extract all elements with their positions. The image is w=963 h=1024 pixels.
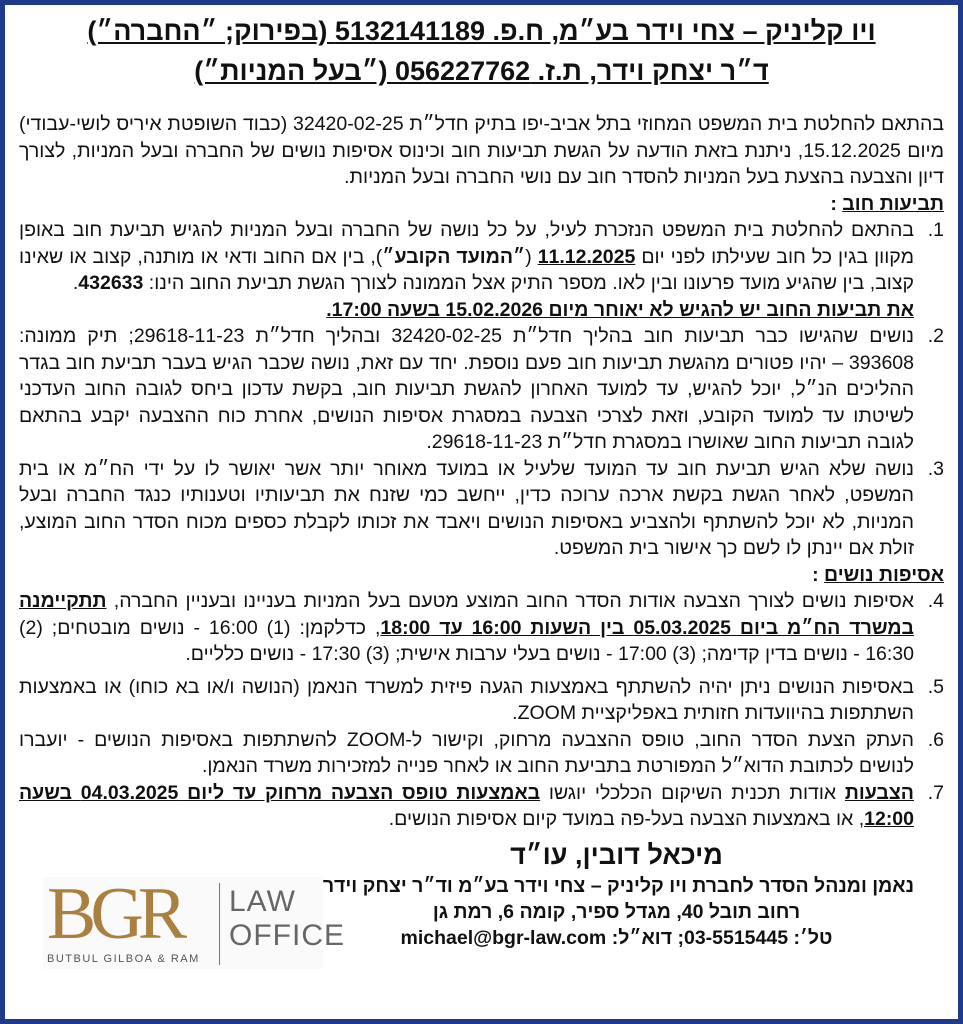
list-item-3	[19, 456, 944, 562]
section-heading-claims-text: תביעות חוב	[842, 192, 944, 215]
list-item-4	[19, 588, 944, 668]
section-heading-meetings	[19, 562, 944, 589]
text-segment: , או באמצעות הצבעה בעל-פה במועד קיום אסיפות הנושים.	[388, 808, 865, 830]
signature	[319, 837, 914, 951]
item-text	[19, 217, 914, 297]
legal-notice	[5, 11, 958, 967]
text-segment: בהתאם להחלטת בית המשפט הנזכרת לעיל, על כל נושה של החברה ובעל המניות להגיש תביעת חוב באופן מקוון בגין כל חוב שעילתו לפני יום	[19, 219, 914, 268]
contact-details: טל׳: 03-5515445; דוא״ל: michael@bgr-law.com	[400, 926, 833, 949]
defined-term: ״המועד הקובע״	[382, 245, 526, 268]
notice-title-company: ויו קליניק – צחי וידר בע״מ, ח.פ. 5132141189 (בפירוק; ״החברה״)	[87, 16, 876, 46]
signature-block	[19, 837, 944, 967]
office-address: רחוב תובל 40, מגדל ספיר, קומה 6, רמת גן	[432, 900, 801, 923]
remote-vote-deadline: באמצעות טופס הצבעה מרחוק עד ליום 04.03.2025 בשעה 12:00	[19, 781, 914, 830]
votes-label: הצבעות	[844, 781, 914, 804]
meeting-date-time: תתקיימנה במשרד הח״מ ביום 05.03.2025 בין השעות 16:00 עד 18:00	[19, 590, 914, 639]
intro-paragraph: בהתאם להחלטת בית המשפט המחוזי בתל אביב-יפו בתיק חדל״ת 32420-02-25 (כבוד השופטת איריס לושי-עבודי) מיום 15.12.2025, ניתנת בזאת הודעה על הגשת תביעות חוב וכינוס אסיפות נושים של החברה ובעל המניות, לצורך דיון והצבעה בהצעת בעל המניות להסדר חוב עם נושי החברה ובעל המניות.	[19, 113, 945, 188]
item-text	[19, 588, 914, 668]
item-number: 4.	[927, 590, 944, 612]
heading-colon: :	[812, 563, 819, 586]
item-number: 5.	[927, 675, 944, 698]
logo-mark: BGR	[47, 872, 182, 955]
item-number: 1.	[927, 219, 944, 241]
list-item-5	[19, 674, 944, 727]
item-number: 3.	[927, 457, 944, 480]
bgr-law-office-logo	[43, 872, 345, 969]
determining-date: 11.12.2025	[537, 245, 636, 268]
logo-firm-name: BUTBUL GILBOA & RAM	[47, 952, 200, 965]
case-number: 432633	[78, 272, 144, 294]
claims-deadline: את תביעות החוב יש להגיש לא יאוחר מיום 15.02.2026 בשעה 17:00.	[326, 298, 914, 321]
item-text: העתק הצעת הסדר החוב, טופס ההצבעה מרחוק, וקישור ל-ZOOM להשתתפות באסיפות הנושים - יועברו לנושים לכתובת הדוא״ל המפורטת בתביעת החוב או לאחר פנייה למזכירות משרד הנאמן.	[19, 728, 914, 777]
section-heading-claims	[19, 191, 944, 218]
heading-colon: :	[830, 192, 837, 215]
item-number: 6.	[927, 728, 944, 751]
text-segment: (	[525, 245, 538, 268]
logo-office: OFFICE	[229, 918, 345, 952]
signatory-name: מיכאל דובין, עו״ד	[510, 839, 723, 870]
text-segment: ), בין אם החוב ודאי או מותנה, קצוב או שאינו קצוב, בין שהגיע מועד פרעונו ובין לאו. מספר התיק אצל הממונה לצורך הגשת תביעת החוב הינו:	[19, 245, 914, 294]
notice-title-shareholder: ד״ר יצחק וידר, ת.ז. 056227762 (״בעל המניות״)	[194, 56, 769, 86]
item-text: באסיפות הנושים ניתן יהיה להשתתף באמצעות הגעה פיזית למשרד הנאמן (הנושה ו/או בא כוחו) או באמצעות השתתפות בהיוועדות חזותית באפליקציית ZOOM.	[19, 675, 914, 724]
logo-law: LAW	[229, 884, 296, 918]
logo-divider	[219, 883, 220, 965]
item-text	[19, 780, 914, 833]
item-number: 7.	[927, 781, 944, 804]
text-segment: , כדלקמן: (1) 16:00 - נושים מובטחים; (2) 16:30 - נושים בדין קדימה; (3) 17:00 - נושים בעלי ערבות אישית; (3) 17:30 - נושים כלליים.	[19, 616, 914, 665]
text-segment: .	[72, 272, 79, 294]
text-segment: אודות תכנית השיקום הכלכלי יוגשו	[540, 781, 845, 804]
list-item-1	[19, 217, 944, 297]
list-item-7	[19, 780, 944, 833]
list-item-2	[19, 323, 944, 456]
list-item-6	[19, 727, 944, 780]
text-segment: אסיפות נושים לצורך הצבעה אודות הסדר החוב המוצע מטעם בעל המניות בעניינו ובעניין החברה,	[106, 590, 914, 612]
section-heading-meetings-text: אסיפות נושים	[824, 563, 944, 586]
item-text: נושים שהגישו כבר תביעות חוב בהליך חדל״ת 32420-02-25 ובהליך חדל״ת 29618-11-23; תיק ממונה: 393608 – יהיו פטורים מהגשת תביעות חוב פעם נוספת. יחד עם זאת, נושה שכבר הגיש בעבר תביעת חוב בגדר ההליכים הנ״ל, יוכל להגיש, עד למועד האחרון להגשת תביעות חוב, בקשת עדכון ביחס לגובה החוב העדכני לשיטתו עד למועד הקובע, וזאת לצרכי הצבעה במסגרת אסיפות הנושים, אחרת כוח ההצבעה יקבע בהתאם לגובה תביעות החוב שאושרו במסגרת חדל״ת 29618-11-23.	[19, 325, 914, 453]
item-number: 2.	[927, 325, 944, 347]
signatory-role: נאמן ומנהל הסדר לחברת ויו קליניק – צחי וידר בע״מ וד״ר יצחק וידר	[322, 874, 914, 897]
item-text: נושה שלא הגיש תביעת חוב עד המועד שלעיל או במועד מאוחר יותר אשר יאושר לו על ידי הח״מ או בית המשפט, לאחר הגשת בקשת ארכה ערוכה כדין, ייחשב כמי שזנח את תביעותיו וטענותיו כנגד החברה ובעל המניות, לא יוכל להשתתף ולהצביע באסיפות הנושים ויאבד את זכותו לקבלת כספים מכוח הסדר החוב המוצע, זולת אם יינתן לו לשם כך אישור בית המשפט.	[19, 457, 914, 559]
